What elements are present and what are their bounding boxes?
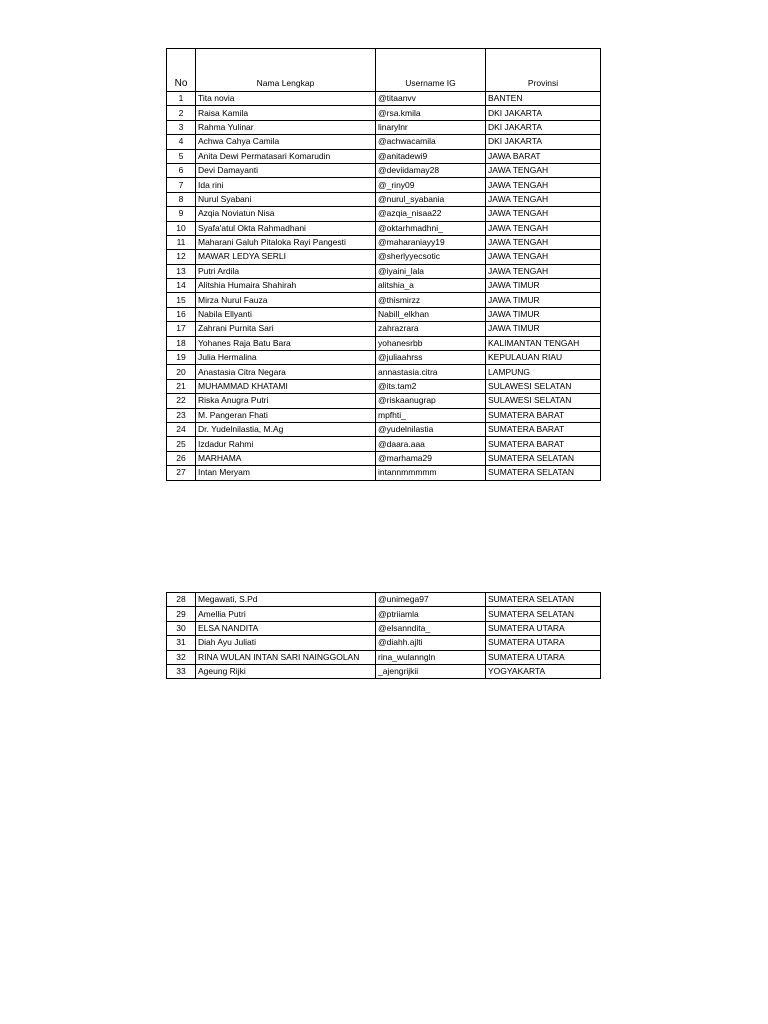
instagram-username-cell: rina_wulanngln: [376, 650, 486, 664]
table-row: [167, 365, 601, 379]
header-instagram-username: Username IG: [376, 49, 486, 92]
row-number: 8: [167, 192, 196, 206]
full-name-cell: Nabila Ellyanti: [196, 307, 376, 321]
instagram-username-cell: @titaanvv: [376, 92, 486, 106]
full-name-cell: Dr. Yudelnilastia, M.Ag: [196, 422, 376, 436]
row-number: 14: [167, 279, 196, 293]
full-name-cell: MARHAMA: [196, 451, 376, 465]
table-row: [167, 664, 601, 678]
row-number: 7: [167, 178, 196, 192]
instagram-username-cell: intannmmmmm: [376, 466, 486, 480]
province-cell: SUMATERA SELATAN: [486, 466, 601, 480]
instagram-username-cell: @daara.aaa: [376, 437, 486, 451]
full-name-cell: Mirza Nurul Fauza: [196, 293, 376, 307]
table-row: [167, 607, 601, 621]
table-row: [167, 437, 601, 451]
province-cell: SUMATERA SELATAN: [486, 607, 601, 621]
row-number: 31: [167, 636, 196, 650]
row-number: 15: [167, 293, 196, 307]
instagram-username-cell: annastasia.citra: [376, 365, 486, 379]
instagram-username-cell: @_riny09: [376, 178, 486, 192]
row-number: 20: [167, 365, 196, 379]
instagram-username-cell: @anitadewi9: [376, 149, 486, 163]
table-body-continued: [167, 593, 601, 679]
instagram-username-cell: @diahh.ajlti: [376, 636, 486, 650]
row-number: 21: [167, 379, 196, 393]
full-name-cell: Diah Ayu Juliati: [196, 636, 376, 650]
instagram-username-cell: yohanesrbb: [376, 336, 486, 350]
table-row: [167, 636, 601, 650]
table-row: [167, 621, 601, 635]
instagram-username-cell: zahrazrara: [376, 322, 486, 336]
row-number: 10: [167, 221, 196, 235]
table-row: [167, 250, 601, 264]
table-row: [167, 322, 601, 336]
row-number: 25: [167, 437, 196, 451]
full-name-cell: Izdadur Rahmi: [196, 437, 376, 451]
instagram-username-cell: @elsanndita_: [376, 621, 486, 635]
full-name-cell: Tita novia: [196, 92, 376, 106]
instagram-username-cell: @unimega97: [376, 593, 486, 607]
table-row: [167, 593, 601, 607]
province-cell: JAWA TIMUR: [486, 307, 601, 321]
full-name-cell: M. Pangeran Fhati: [196, 408, 376, 422]
table-row: [167, 451, 601, 465]
row-number: 24: [167, 422, 196, 436]
province-cell: SUMATERA BARAT: [486, 408, 601, 422]
full-name-cell: Maharani Galuh Pitaloka Rayi Pangesti: [196, 235, 376, 249]
table-row: [167, 106, 601, 120]
header-full-name: Nama Lengkap: [196, 49, 376, 92]
row-number: 9: [167, 207, 196, 221]
table-row: [167, 135, 601, 149]
row-number: 3: [167, 120, 196, 134]
province-cell: JAWA TIMUR: [486, 279, 601, 293]
table-row: [167, 279, 601, 293]
full-name-cell: Julia Hermalina: [196, 351, 376, 365]
province-cell: SULAWESI SELATAN: [486, 394, 601, 408]
instagram-username-cell: alitshia_a: [376, 279, 486, 293]
instagram-username-cell: @iyaini_lala: [376, 264, 486, 278]
table-row: [167, 178, 601, 192]
full-name-cell: MAWAR LEDYA SERLI: [196, 250, 376, 264]
table-row: [167, 92, 601, 106]
row-number: 5: [167, 149, 196, 163]
instagram-username-cell: @azqia_nisaa22: [376, 207, 486, 221]
row-number: 1: [167, 92, 196, 106]
table-row: [167, 264, 601, 278]
full-name-cell: Alitshia Humaira Shahirah: [196, 279, 376, 293]
row-number: 22: [167, 394, 196, 408]
instagram-username-cell: @marhama29: [376, 451, 486, 465]
instagram-username-cell: _ajengrijkii: [376, 664, 486, 678]
row-number: 2: [167, 106, 196, 120]
instagram-username-cell: @yudelnilastia: [376, 422, 486, 436]
table-row: [167, 422, 601, 436]
province-cell: SUMATERA BARAT: [486, 422, 601, 436]
full-name-cell: Megawati, S.Pd: [196, 593, 376, 607]
full-name-cell: Amellia Putri: [196, 607, 376, 621]
row-number: 33: [167, 664, 196, 678]
province-cell: SUMATERA UTARA: [486, 650, 601, 664]
province-cell: SULAWESI SELATAN: [486, 379, 601, 393]
row-number: 19: [167, 351, 196, 365]
instagram-username-cell: @oktarhmadhni_: [376, 221, 486, 235]
instagram-username-cell: @achwacamila: [376, 135, 486, 149]
instagram-username-cell: @sherlyyecsotic: [376, 250, 486, 264]
table-row: [167, 466, 601, 480]
province-cell: KALIMANTAN TENGAH: [486, 336, 601, 350]
full-name-cell: Devi Damayanti: [196, 163, 376, 177]
full-name-cell: Rahma Yulinar: [196, 120, 376, 134]
full-name-cell: Ageung Rijki: [196, 664, 376, 678]
province-cell: JAWA TIMUR: [486, 293, 601, 307]
full-name-cell: RINA WULAN INTAN SARI NAINGGOLAN: [196, 650, 376, 664]
instagram-username-cell: @rsa.kmila: [376, 106, 486, 120]
row-number: 13: [167, 264, 196, 278]
full-name-cell: Achwa Cahya Camila: [196, 135, 376, 149]
row-number: 30: [167, 621, 196, 635]
province-cell: JAWA TENGAH: [486, 221, 601, 235]
table-row: [167, 221, 601, 235]
participant-table: [166, 48, 601, 481]
province-cell: JAWA TENGAH: [486, 178, 601, 192]
header-no: No: [167, 49, 196, 92]
province-cell: SUMATERA BARAT: [486, 437, 601, 451]
full-name-cell: MUHAMMAD KHATAMI: [196, 379, 376, 393]
province-cell: JAWA TENGAH: [486, 250, 601, 264]
row-number: 23: [167, 408, 196, 422]
table-body: [167, 92, 601, 481]
table-row: [167, 307, 601, 321]
row-number: 17: [167, 322, 196, 336]
full-name-cell: Nurul Syabani: [196, 192, 376, 206]
table-row: [167, 149, 601, 163]
row-number: 16: [167, 307, 196, 321]
province-cell: DKI JAKARTA: [486, 120, 601, 134]
province-cell: JAWA TENGAH: [486, 235, 601, 249]
full-name-cell: Anita Dewi Permatasari Komarudin: [196, 149, 376, 163]
province-cell: JAWA TENGAH: [486, 264, 601, 278]
full-name-cell: Syafa'atul Okta Rahmadhani: [196, 221, 376, 235]
full-name-cell: Riska Anugra Putri: [196, 394, 376, 408]
table-row: [167, 351, 601, 365]
instagram-username-cell: @deviidamay28: [376, 163, 486, 177]
instagram-username-cell: @riskaanugrap: [376, 394, 486, 408]
instagram-username-cell: @thismirzz: [376, 293, 486, 307]
row-number: 11: [167, 235, 196, 249]
row-number: 12: [167, 250, 196, 264]
instagram-username-cell: Nabill_elkhan: [376, 307, 486, 321]
table-row: [167, 379, 601, 393]
table-row: [167, 650, 601, 664]
instagram-username-cell: @ptriiamla: [376, 607, 486, 621]
row-number: 4: [167, 135, 196, 149]
province-cell: SUMATERA UTARA: [486, 621, 601, 635]
province-cell: JAWA TENGAH: [486, 163, 601, 177]
province-cell: JAWA TENGAH: [486, 192, 601, 206]
province-cell: SUMATERA UTARA: [486, 636, 601, 650]
full-name-cell: Ida rini: [196, 178, 376, 192]
province-cell: YOGYAKARTA: [486, 664, 601, 678]
instagram-username-cell: @nurul_syabania: [376, 192, 486, 206]
full-name-cell: Azqia Noviatun Nisa: [196, 207, 376, 221]
province-cell: JAWA BARAT: [486, 149, 601, 163]
province-cell: JAWA TENGAH: [486, 207, 601, 221]
table-row: [167, 336, 601, 350]
table-row: [167, 394, 601, 408]
full-name-cell: Anastasia Citra Negara: [196, 365, 376, 379]
table-row: [167, 163, 601, 177]
table-row: [167, 235, 601, 249]
province-cell: SUMATERA SELATAN: [486, 451, 601, 465]
province-cell: JAWA TIMUR: [486, 322, 601, 336]
instagram-username-cell: @its.tam2: [376, 379, 486, 393]
row-number: 18: [167, 336, 196, 350]
row-number: 26: [167, 451, 196, 465]
province-cell: DKI JAKARTA: [486, 135, 601, 149]
table-row: [167, 293, 601, 307]
table-row: [167, 120, 601, 134]
header-row: [167, 49, 601, 92]
instagram-username-cell: mpfhti_: [376, 408, 486, 422]
row-number: 6: [167, 163, 196, 177]
full-name-cell: Raisa Kamila: [196, 106, 376, 120]
full-name-cell: Putri Ardila: [196, 264, 376, 278]
row-number: 29: [167, 607, 196, 621]
full-name-cell: Yohanes Raja Batu Bara: [196, 336, 376, 350]
full-name-cell: ELSA NANDITA: [196, 621, 376, 635]
province-cell: DKI JAKARTA: [486, 106, 601, 120]
province-cell: LAMPUNG: [486, 365, 601, 379]
province-cell: KEPULAUAN RIAU: [486, 351, 601, 365]
participant-table-continued: [166, 592, 601, 679]
row-number: 27: [167, 466, 196, 480]
row-number: 32: [167, 650, 196, 664]
province-cell: SUMATERA SELATAN: [486, 593, 601, 607]
table-header: [167, 49, 601, 92]
full-name-cell: Zahrani Purnita Sari: [196, 322, 376, 336]
full-name-cell: Intan Meryam: [196, 466, 376, 480]
instagram-username-cell: @maharaniayy19: [376, 235, 486, 249]
table-row: [167, 408, 601, 422]
instagram-username-cell: linarylnr: [376, 120, 486, 134]
header-province: Provinsi: [486, 49, 601, 92]
table-row: [167, 207, 601, 221]
province-cell: BANTEN: [486, 92, 601, 106]
instagram-username-cell: @juliaahrss: [376, 351, 486, 365]
table-row: [167, 192, 601, 206]
row-number: 28: [167, 593, 196, 607]
